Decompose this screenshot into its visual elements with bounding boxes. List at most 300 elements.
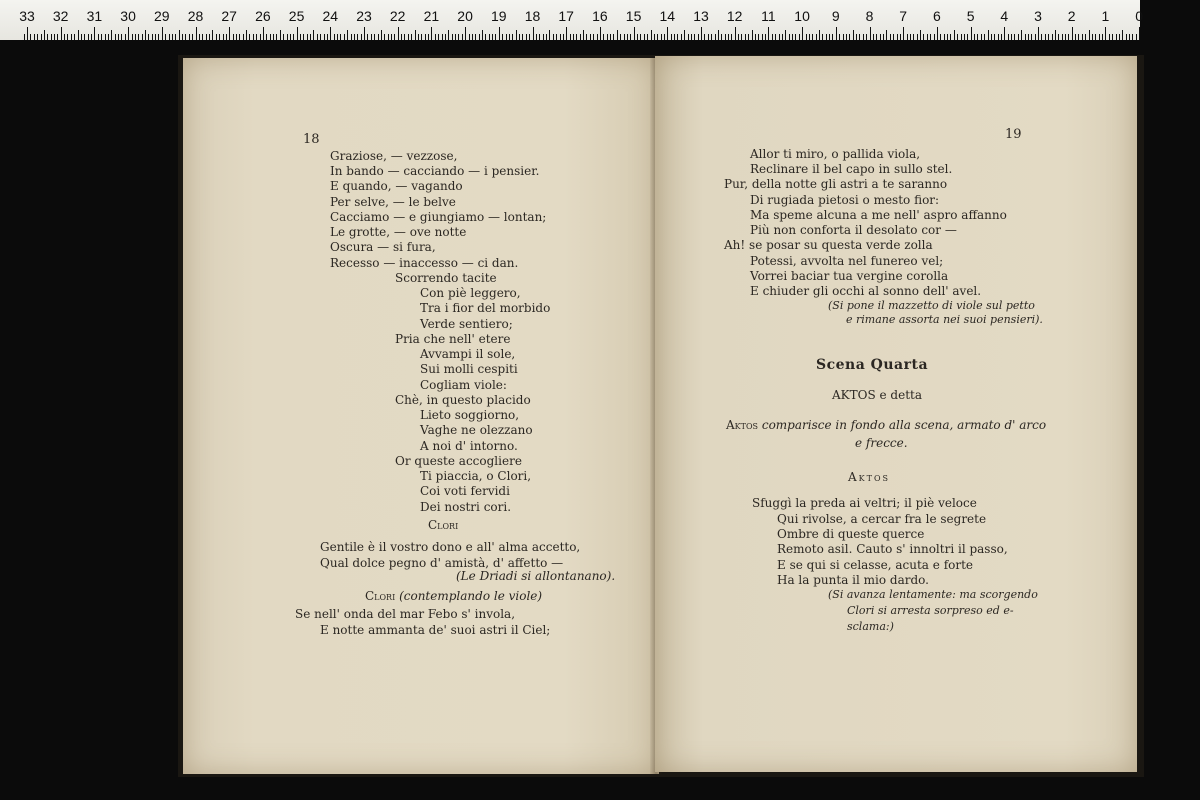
ruler-tick [795, 34, 796, 40]
ruler-tick [920, 30, 921, 40]
ruler-number: 1 [1101, 8, 1110, 24]
ruler-tick [586, 34, 587, 40]
ruler-tick [192, 34, 193, 40]
ruler-tick [253, 34, 254, 40]
ruler-tick [556, 34, 557, 40]
ruler-tick [1082, 34, 1083, 40]
ruler-tick [637, 34, 638, 40]
ruler-tick [728, 34, 729, 40]
ruler-tick [249, 34, 250, 40]
ruler-tick [1105, 27, 1106, 40]
ruler-tick [175, 34, 176, 40]
ruler-tick [115, 34, 116, 40]
ruler-number: 30 [120, 8, 136, 24]
verse-line: E se qui si celasse, acuta e forte [777, 558, 974, 572]
ruler-tick [741, 34, 742, 40]
ruler-tick [492, 34, 493, 40]
ruler-number: 3 [1034, 8, 1042, 24]
ruler-tick [560, 34, 561, 40]
ruler-tick [711, 34, 712, 40]
ruler-tick [768, 27, 769, 40]
ruler-tick [313, 30, 314, 40]
ruler-tick [900, 34, 901, 40]
ruler-tick [448, 30, 449, 40]
ruler-tick [165, 34, 166, 40]
verse-line: Vorrei baciar tua vergine corolla [750, 269, 949, 283]
scene-title: Scena Quarta [816, 357, 929, 373]
ruler-number: 18 [524, 8, 541, 24]
ruler-tick [344, 34, 345, 40]
ruler-tick [351, 34, 352, 40]
ruler-tick [24, 34, 25, 40]
ruler-tick [347, 30, 348, 40]
verse-line: Or queste accogliere [395, 454, 522, 468]
ruler-tick [853, 30, 854, 40]
ruler-tick [84, 34, 85, 40]
ruler-tick [185, 34, 186, 40]
ruler-tick [1102, 34, 1103, 40]
ruler-tick [802, 27, 803, 40]
ruler-tick [81, 34, 82, 40]
verse-line: Oscura — si fura, [330, 240, 436, 254]
verse-line: Più non conforta il desolato cor — [750, 223, 957, 237]
speaker-line [365, 589, 542, 604]
ruler-tick [752, 30, 753, 40]
ruler-tick [293, 34, 294, 40]
ruler-tick [54, 34, 55, 40]
ruler-tick [226, 34, 227, 40]
ruler-tick [566, 27, 567, 40]
ruler-tick [212, 30, 213, 40]
ruler-tick [758, 34, 759, 40]
ruler-number: 9 [831, 8, 840, 24]
verse-line: Allor ti miro, o pallida viola, [750, 147, 921, 161]
ruler-tick [1001, 34, 1002, 40]
ruler-tick [111, 30, 112, 40]
ruler-tick [950, 34, 951, 40]
ruler-tick [330, 27, 331, 40]
ruler-tick [263, 27, 264, 40]
ruler-tick [1021, 30, 1022, 40]
ruler-number: 5 [966, 8, 975, 24]
ruler-tick [543, 34, 544, 40]
ruler-tick [826, 34, 827, 40]
stage-direction: e frecce. [855, 436, 908, 450]
ruler-number: 6 [932, 8, 941, 24]
ruler-tick [236, 34, 237, 40]
ruler-tick [381, 30, 382, 40]
ruler-tick [526, 34, 527, 40]
verse-line: A noi d' intorno. [420, 439, 518, 453]
verse-line: Vaghe ne olezzano [420, 423, 533, 437]
ruler-tick [108, 34, 109, 40]
ruler-number: 13 [693, 8, 709, 24]
stage-direction-entrance [726, 418, 1046, 433]
ruler-tick [856, 34, 857, 40]
ruler-tick [876, 34, 877, 40]
ruler-tick [172, 34, 173, 40]
verse-line: Avvampi il sole, [420, 347, 516, 361]
ruler-tick [546, 34, 547, 40]
stage-direction: (Si pone il mazzetto di viole sul petto [828, 299, 1035, 312]
ruler-tick [142, 34, 143, 40]
ruler-tick [762, 34, 763, 40]
ruler-tick [438, 34, 439, 40]
ruler-tick [138, 34, 139, 40]
ruler-tick [603, 34, 604, 40]
ruler-tick [502, 34, 503, 40]
ruler-tick [256, 34, 257, 40]
ruler-tick [367, 34, 368, 40]
ruler-tick [1116, 34, 1117, 40]
ruler-tick [398, 27, 399, 40]
ruler-tick [1126, 34, 1127, 40]
ruler-tick [431, 27, 432, 40]
ruler-tick [340, 34, 341, 40]
ruler-tick [799, 34, 800, 40]
ruler-tick [162, 27, 163, 40]
ruler-tick [47, 34, 48, 40]
ruler-tick [196, 27, 197, 40]
ruler-tick [779, 34, 780, 40]
ruler-tick [923, 34, 924, 40]
ruler-tick [721, 34, 722, 40]
ruler-tick [907, 34, 908, 40]
ruler-tick [674, 34, 675, 40]
verse-line: Con piè leggero, [420, 286, 521, 300]
ruler-tick [51, 34, 52, 40]
verse-line: Le grotte, — ove notte [330, 225, 467, 239]
ruler-tick [88, 34, 89, 40]
ruler-tick [782, 34, 783, 40]
ruler-tick [216, 34, 217, 40]
scene-characters: AKTOS e detta [832, 388, 923, 402]
ruler-tick [927, 34, 928, 40]
stage-direction: e rimane assorta nei suoi pensieri). [846, 313, 1043, 326]
ruler-tick [613, 34, 614, 40]
ruler-tick [893, 34, 894, 40]
ruler-number: 2 [1067, 8, 1076, 24]
verse-line: Recesso — inaccesso — ci dan. [330, 256, 519, 270]
ruler-number: 15 [625, 8, 642, 24]
ruler-tick [418, 34, 419, 40]
ruler-tick [320, 34, 321, 40]
ruler-tick [886, 30, 887, 40]
speaker-name: Aktos [848, 470, 891, 484]
ruler-tick [994, 34, 995, 40]
ruler-tick [243, 34, 244, 40]
stage-direction: Clori si arresta sorpreso ed e- [847, 604, 1014, 617]
ruler-tick [1089, 30, 1090, 40]
ruler-tick [30, 34, 31, 40]
ruler-number: 28 [187, 8, 204, 24]
ruler-tick [469, 34, 470, 40]
ruler-tick [270, 34, 271, 40]
ruler-tick [67, 34, 68, 40]
ruler-tick [229, 27, 230, 40]
ruler-tick [954, 30, 955, 40]
ruler-tick [624, 34, 625, 40]
ruler-tick [822, 34, 823, 40]
ruler-tick [475, 34, 476, 40]
ruler-tick [667, 27, 668, 40]
ruler-tick [806, 34, 807, 40]
ruler-number: 7 [899, 8, 908, 24]
ruler-number: 14 [659, 8, 676, 24]
ruler-tick [661, 34, 662, 40]
ruler-tick [940, 34, 941, 40]
ruler-tick [1095, 34, 1096, 40]
ruler-tick [479, 34, 480, 40]
ruler-tick [71, 34, 72, 40]
ruler-tick [169, 34, 170, 40]
verse-line: Ti piaccia, o Clori, [420, 469, 532, 483]
ruler-tick [1139, 27, 1140, 40]
ruler-tick [809, 34, 810, 40]
speaker-name: Aktos [726, 418, 759, 432]
ruler-tick [421, 34, 422, 40]
ruler-tick [209, 34, 210, 40]
ruler-tick [357, 34, 358, 40]
ruler-number: 33 [19, 8, 35, 24]
verse-line: Verde sentiero; [420, 317, 513, 331]
ruler-number: 25 [288, 8, 305, 24]
ruler-tick [91, 34, 92, 40]
ruler-tick [890, 34, 891, 40]
ruler-tick [681, 34, 682, 40]
ruler-number: 22 [389, 8, 406, 24]
verse-line: Ha la punta il mio dardo. [777, 573, 929, 587]
ruler-tick [957, 34, 958, 40]
ruler-tick [27, 27, 28, 40]
ruler-tick [583, 30, 584, 40]
ruler-tick [627, 34, 628, 40]
ruler-tick [1122, 30, 1123, 40]
verse-line: Tra i fior del morbido [420, 301, 551, 315]
ruler-tick [593, 34, 594, 40]
ruler-tick [785, 30, 786, 40]
ruler-tick [506, 34, 507, 40]
verse-line: Chè, in questo placido [395, 393, 531, 407]
ruler-tick [664, 34, 665, 40]
ruler-tick [57, 34, 58, 40]
ruler-tick [1078, 34, 1079, 40]
ruler-tick [283, 34, 284, 40]
verse-line: Dei nostri cori. [420, 500, 512, 514]
ruler-number: 16 [592, 8, 608, 24]
ruler-tick [812, 34, 813, 40]
verse-line: Di rugiada pietosi o mesto fior: [750, 193, 940, 207]
ruler-tick [580, 34, 581, 40]
ruler-tick [206, 34, 207, 40]
verse-line: Potessi, avvolta nel funereo vel; [750, 254, 944, 268]
ruler-tick [522, 34, 523, 40]
ruler-tick [1052, 34, 1053, 40]
verse-line: Per selve, — le belve [330, 195, 456, 209]
ruler-number: 29 [154, 8, 170, 24]
ruler-tick [748, 34, 749, 40]
ruler-tick [408, 34, 409, 40]
ruler-tick [78, 30, 79, 40]
ruler-tick [121, 34, 122, 40]
ruler-tick [607, 34, 608, 40]
ruler-tick [44, 30, 45, 40]
ruler-tick [1072, 27, 1073, 40]
ruler-tick [576, 34, 577, 40]
verse-line: Gentile è il vostro dono e all' alma accetto, [320, 540, 581, 554]
ruler-tick [374, 34, 375, 40]
ruler-tick [394, 34, 395, 40]
ruler-tick [239, 34, 240, 40]
ruler-tick [1068, 34, 1069, 40]
ruler-tick [903, 27, 904, 40]
ruler-tick [105, 34, 106, 40]
ruler-tick [337, 34, 338, 40]
ruler-tick [199, 34, 200, 40]
ruler-tick [1018, 34, 1019, 40]
ruler-tick [610, 34, 611, 40]
ruler-tick [647, 34, 648, 40]
verse-line: Qual dolce pegno d' amistà, d' affetto — [320, 556, 564, 570]
ruler-tick [1004, 27, 1005, 40]
ruler-tick [482, 30, 483, 40]
ruler-tick [829, 34, 830, 40]
ruler-tick [411, 34, 412, 40]
ruler-tick [846, 34, 847, 40]
ruler-tick [1011, 34, 1012, 40]
ruler-tick [155, 34, 156, 40]
ruler-tick [961, 34, 962, 40]
ruler-tick [516, 30, 517, 40]
ruler-tick [597, 34, 598, 40]
ruler-tick [981, 34, 982, 40]
ruler-tick [189, 34, 190, 40]
stage-direction: (Si avanza lentamente: ma scorgendo [828, 588, 1038, 601]
verse-line: Ma speme alcuna a me nell' aspro affanno [750, 208, 1007, 222]
verse-line: E notte ammanta de' suoi astri il Ciel; [320, 623, 551, 637]
ruler-tick [223, 34, 224, 40]
ruler-tick [738, 34, 739, 40]
ruler-tick [947, 34, 948, 40]
ruler-tick [634, 27, 635, 40]
ruler-tick [971, 27, 972, 40]
ruler-tick [512, 34, 513, 40]
ruler-tick [391, 34, 392, 40]
ruler-tick [657, 34, 658, 40]
ruler-tick [735, 27, 736, 40]
ruler-tick [772, 34, 773, 40]
ruler-tick [789, 34, 790, 40]
ruler-tick [519, 34, 520, 40]
ruler-tick [866, 34, 867, 40]
ruler-tick [303, 34, 304, 40]
ruler-tick [415, 30, 416, 40]
ruler-number: 0 [1135, 8, 1143, 24]
ruler-tick [974, 34, 975, 40]
ruler-tick [273, 34, 274, 40]
ruler-number: 8 [865, 8, 874, 24]
ruler-tick [745, 34, 746, 40]
ruler-tick [260, 34, 261, 40]
ruler-number: 4 [1000, 8, 1009, 24]
ruler-tick [600, 27, 601, 40]
verse-line: Scorrendo tacite [395, 271, 497, 285]
ruler-tick [1028, 34, 1029, 40]
verse-line: Cogliam viole: [420, 378, 507, 392]
ruler-tick [300, 34, 301, 40]
ruler-tick [843, 34, 844, 40]
right-page [655, 56, 1137, 772]
ruler-tick [135, 34, 136, 40]
ruler-number: 31 [86, 8, 103, 24]
ruler-number: 26 [255, 8, 271, 24]
ruler-tick [425, 34, 426, 40]
ruler-tick [179, 30, 180, 40]
ruler-tick [553, 34, 554, 40]
ruler-tick [317, 34, 318, 40]
ruler-tick [849, 34, 850, 40]
ruler-tick [489, 34, 490, 40]
ruler-tick [327, 34, 328, 40]
ruler-tick [509, 34, 510, 40]
ruler-number: 10 [794, 8, 810, 24]
page-number-left: 18 [303, 132, 320, 147]
ruler-tick [1129, 34, 1130, 40]
verse-line: E chiuder gli occhi al sonno dell' avel. [750, 284, 982, 298]
verse-line: Sui molli cespiti [420, 362, 518, 376]
ruler-tick [233, 34, 234, 40]
ruler-tick [977, 34, 978, 40]
ruler-number: 11 [761, 8, 776, 24]
verse-line: Pur, della notte gli astri a te saranno [724, 177, 948, 191]
ruler-tick [442, 34, 443, 40]
ruler-tick [677, 34, 678, 40]
ruler-number: 32 [52, 8, 69, 24]
ruler-tick [465, 27, 466, 40]
ruler-tick [816, 34, 817, 40]
ruler-tick [485, 34, 486, 40]
ruler-tick [404, 34, 405, 40]
ruler-tick [539, 34, 540, 40]
ruler-tick [688, 34, 689, 40]
ruler-tick [563, 34, 564, 40]
ruler-tick [917, 34, 918, 40]
ruler-number: 20 [457, 8, 473, 24]
ruler-number: 27 [221, 8, 237, 24]
left-page [183, 58, 659, 774]
ruler-tick [640, 34, 641, 40]
ruler-tick [1062, 34, 1063, 40]
ruler-tick [334, 34, 335, 40]
ruler-tick [280, 30, 281, 40]
ruler-tick [984, 34, 985, 40]
ruler-tick [128, 27, 129, 40]
ruler-tick [819, 30, 820, 40]
ruler-tick [202, 34, 203, 40]
verse-line: Pria che nell' etere [395, 332, 511, 346]
ruler-tick [384, 34, 385, 40]
ruler-tick [863, 34, 864, 40]
ruler-tick [297, 27, 298, 40]
ruler-tick [1085, 34, 1086, 40]
ruler-tick [529, 34, 530, 40]
ruler-tick [533, 27, 534, 40]
ruler-tick [651, 30, 652, 40]
ruler-tick [704, 34, 705, 40]
ruler-tick [988, 30, 989, 40]
ruler-tick [364, 27, 365, 40]
ruler-tick [1092, 34, 1093, 40]
